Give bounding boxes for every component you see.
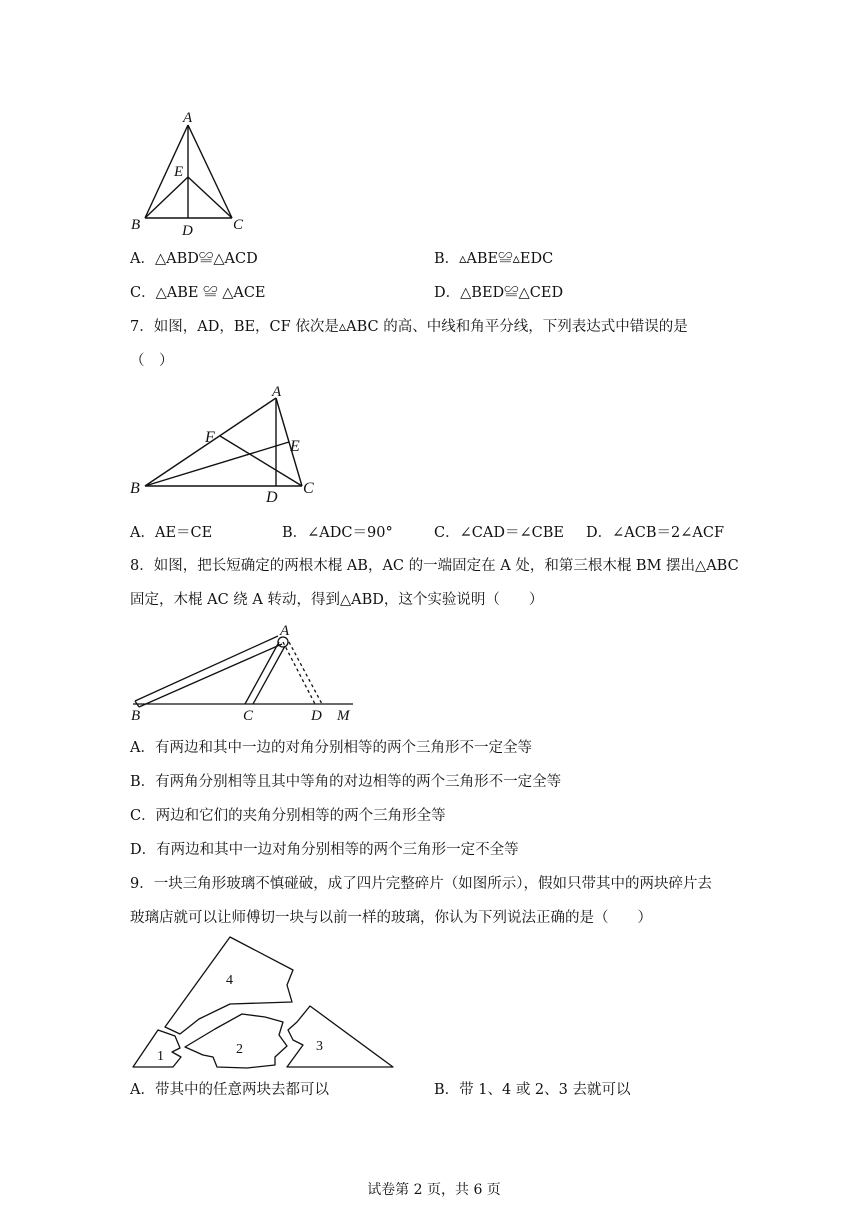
- q8-option-b-letter: B．: [130, 774, 156, 790]
- q6-option-a[interactable]: [130, 249, 258, 269]
- q6-option-d-letter: D．: [434, 285, 461, 301]
- q6-option-a-letter: A．: [130, 251, 155, 267]
- q8-option-d-text: 有两边和其中一边对角分别相等的两个三角形一定不全等: [156, 842, 519, 858]
- q9-option-b-text: 带 1、4 或 2、3 去就可以: [459, 1082, 631, 1098]
- q7-stem-line1: 7．如图，AD，BE，CF 依次是▵ABC 的高、中线和角平分线，下列表达式中错误的是: [130, 319, 688, 335]
- q7-option-a-text: AE＝CE: [154, 525, 213, 541]
- q8-option-d[interactable]: [130, 840, 519, 860]
- q8-option-b-text: 有两角分别相等且其中等角的对边相等的两个三角形不一定全等: [155, 774, 562, 790]
- q7-label-d: D: [266, 489, 278, 506]
- q9-stem-line2: 玻璃店就可以让师傅切一块与以前一样的玻璃，你认为下列说法正确的是（ ）: [130, 910, 652, 926]
- q7-option-c-letter: C．: [434, 525, 460, 541]
- q7-label-f: F: [205, 429, 215, 446]
- q8-option-c-letter: C．: [130, 808, 156, 824]
- q9-option-a-text: 带其中的任意两块去都可以: [154, 1082, 329, 1098]
- q6-option-b-letter: B．: [434, 251, 460, 267]
- q8-stem-line1: 8．如图，把长短确定的两根木棍 AB，AC 的一端固定在 A 处，和第三根木棍 BM 摆出△ABC: [130, 558, 739, 574]
- q6-label-d: D: [182, 223, 193, 239]
- q9-label-3: 3: [316, 1039, 323, 1054]
- q9-label-1: 1: [157, 1049, 164, 1064]
- q9-glass-pieces-figure: [125, 932, 405, 1077]
- q7-label-c: C: [303, 480, 314, 497]
- q8-label-d: D: [311, 708, 322, 724]
- q9-label-4: 4: [226, 973, 233, 988]
- q8-label-m: M: [337, 708, 350, 724]
- q6-option-a-text: △ABD≌△ACD: [154, 251, 258, 267]
- q7-option-c-text: ∠CAD＝∠CBE: [459, 525, 564, 541]
- q7-option-b[interactable]: [282, 523, 393, 543]
- q6-option-b[interactable]: [434, 249, 553, 269]
- q8-option-a-text: 有两边和其中一边的对角分别相等的两个三角形不一定全等: [154, 740, 532, 756]
- q8-option-c-text: 两边和它们的夹角分别相等的两个三角形全等: [155, 808, 446, 824]
- q6-option-d[interactable]: [434, 283, 563, 303]
- q6-option-c-letter: C．: [130, 285, 156, 301]
- q6-triangle-figure: [125, 105, 265, 240]
- q9-option-b[interactable]: [434, 1080, 631, 1100]
- q7-label-b: B: [130, 480, 140, 497]
- q7-option-d-text: ∠ACB＝2∠ACF: [612, 525, 725, 541]
- q8-label-a: A: [280, 623, 290, 639]
- q9-label-2: 2: [236, 1042, 243, 1057]
- q6-option-c-text: △ABE ≌ △ACE: [155, 285, 266, 301]
- q7-triangle-figure: [125, 382, 335, 507]
- q9-option-b-letter: B．: [434, 1082, 460, 1098]
- q8-option-d-letter: D．: [130, 842, 157, 858]
- q7-option-a[interactable]: [130, 523, 212, 543]
- q7-option-b-text: ∠ADC＝90°: [307, 525, 393, 541]
- q8-label-c: C: [243, 708, 254, 724]
- q7-label-a: A: [272, 384, 282, 400]
- q7-stem-line2: （ ）: [130, 353, 174, 369]
- q6-label-b: B: [131, 217, 141, 233]
- q6-option-c[interactable]: [130, 283, 266, 303]
- q7-option-d-letter: D．: [586, 525, 613, 541]
- q6-label-e: E: [174, 164, 184, 180]
- q8-label-b: B: [131, 708, 141, 724]
- q8-option-b[interactable]: [130, 772, 561, 792]
- q8-sticks-figure: [125, 618, 365, 728]
- q7-option-c[interactable]: [434, 523, 564, 543]
- q6-option-b-text: ▵ABE≌▵EDC: [459, 251, 554, 267]
- q9-option-a[interactable]: [130, 1080, 329, 1100]
- q7-option-b-letter: B．: [282, 525, 308, 541]
- q8-option-c[interactable]: [130, 806, 446, 826]
- q9-option-a-letter: A．: [130, 1082, 155, 1098]
- q8-stem-line2: 固定，木棍 AC 绕 A 转动，得到△ABD，这个实验说明（ ）: [130, 592, 544, 608]
- q7-label-e: E: [290, 438, 300, 455]
- q6-option-d-text: △BED≌△CED: [460, 285, 564, 301]
- q8-option-a[interactable]: [130, 738, 532, 758]
- q6-label-a: A: [183, 110, 193, 126]
- q7-option-a-letter: A．: [130, 525, 155, 541]
- page-footer: 试卷第 2 页，共 6 页: [367, 1182, 501, 1198]
- q8-option-a-letter: A．: [130, 740, 155, 756]
- q7-option-d[interactable]: [586, 523, 724, 543]
- q9-stem-line1: 9．一块三角形玻璃不慎碰破，成了四片完整碎片（如图所示），假如只带其中的两块碎片去: [130, 876, 712, 892]
- q6-label-c: C: [233, 217, 244, 233]
